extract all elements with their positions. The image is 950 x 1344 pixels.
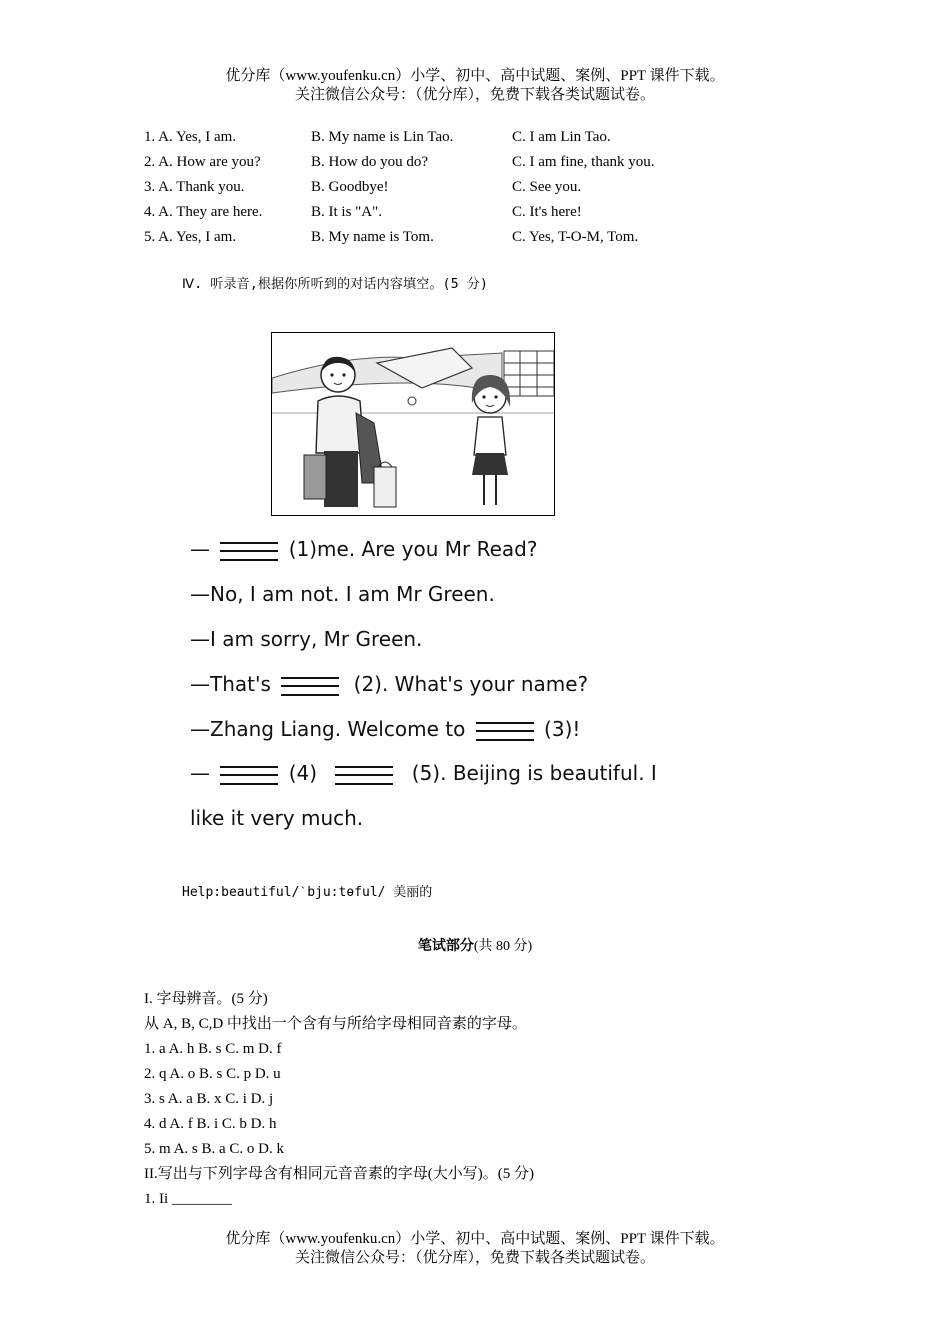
- page-footer: [0, 1230, 950, 1268]
- answer-blank-2[interactable]: [281, 685, 339, 687]
- header-line-1: 优分库（www.youfenku.cn）小学、初中、高中试题、案例、PPT 课件下载。: [225, 68, 725, 84]
- option-a: 3. A. Thank you.: [144, 179, 245, 195]
- dialogue-line-3: —I am sorry, Mr Green.: [190, 627, 423, 651]
- dialogue-line-7: like it very much.: [190, 806, 364, 830]
- option-c: C. I am fine, thank you.: [512, 154, 655, 170]
- option-b: B. My name is Tom.: [311, 229, 434, 245]
- dialogue-line-6: [190, 761, 657, 785]
- footer-line-1: 优分库（www.youfenku.cn）小学、初中、高中试题、案例、PPT 课件下载。: [225, 1231, 725, 1247]
- dash: —: [190, 537, 210, 561]
- dialogue-line-1: [190, 537, 538, 561]
- part2-title: II.写出与下列字母含有相同元音音素的字母(大小写)。(5 分): [144, 1166, 534, 1182]
- option-b: B. It is "A".: [311, 204, 383, 220]
- option-a: 4. A. They are here.: [144, 204, 263, 220]
- dialogue-text: (3)!: [544, 717, 581, 741]
- dialogue-text: (2). What's your name?: [353, 672, 589, 696]
- dialogue-line-5: [190, 717, 580, 741]
- option-c: C. Yes, T-O-M, Tom.: [512, 229, 639, 245]
- answer-blank-3[interactable]: [476, 730, 534, 732]
- dialogue-text: —Zhang Liang. Welcome to: [190, 717, 466, 741]
- question-item: 2. q A. o B. s C. p D. u: [144, 1066, 281, 1082]
- dash: —: [190, 761, 210, 785]
- dialogue-text: (4): [288, 761, 318, 785]
- written-section-points: (共 80 分): [473, 939, 533, 954]
- answer-blank-5[interactable]: [335, 774, 393, 776]
- part2-item-1: 1. Ii ________: [144, 1191, 232, 1207]
- section-4-title: Ⅳ. 听录音,根据你所听到的对话内容填空。(5 分): [182, 277, 488, 292]
- footer-line-2: 关注微信公众号：（优分库），免费下载各类试题试卷。: [294, 1250, 655, 1266]
- question-item: 5. m A. s B. a C. o D. k: [144, 1141, 285, 1157]
- option-c: C. See you.: [512, 179, 582, 195]
- dialogue-line-2: —No, I am not. I am Mr Green.: [190, 582, 495, 606]
- part1-instruction: 从 A, B, C,D 中找出一个含有与所给字母相同音素的字母。: [144, 1016, 527, 1032]
- option-a: 2. A. How are you?: [144, 154, 261, 170]
- written-section-title: [0, 935, 950, 955]
- part1-title: I. 字母辨音。(5 分): [144, 991, 268, 1007]
- answer-blank-4[interactable]: [220, 774, 278, 776]
- option-a: 5. A. Yes, I am.: [144, 229, 237, 245]
- option-a: 1. A. Yes, I am.: [144, 129, 237, 145]
- page-header: [0, 67, 950, 105]
- question-item: 3. s A. a B. x C. i D. j: [144, 1091, 274, 1107]
- header-line-2: 关注微信公众号：（优分库），免费下载各类试题试卷。: [294, 87, 655, 103]
- airport-scene-illustration: [272, 333, 555, 516]
- option-c: C. I am Lin Tao.: [512, 129, 611, 145]
- dialogue-text: (5). Beijing is beautiful. I: [411, 761, 657, 785]
- dialogue-text: (1)me. Are you Mr Read?: [288, 537, 538, 561]
- option-b: B. How do you do?: [311, 154, 429, 170]
- option-b: B. Goodbye!: [311, 179, 389, 195]
- dialogue-line-4: [190, 672, 588, 696]
- option-b: B. My name is Lin Tao.: [311, 129, 454, 145]
- question-item: 1. a A. h B. s C. m D. f: [144, 1041, 282, 1057]
- option-c: C. It's here!: [512, 204, 582, 220]
- answer-blank-1[interactable]: [220, 550, 278, 552]
- dialogue-text: —That's: [190, 672, 271, 696]
- written-section-label: 笔试部分: [417, 939, 474, 954]
- dialogue-illustration: [271, 332, 555, 516]
- help-note: Help:beautiful/ˋbju:tɵful/ 美丽的: [182, 885, 433, 900]
- question-item: 4. d A. f B. i C. b D. h: [144, 1116, 277, 1132]
